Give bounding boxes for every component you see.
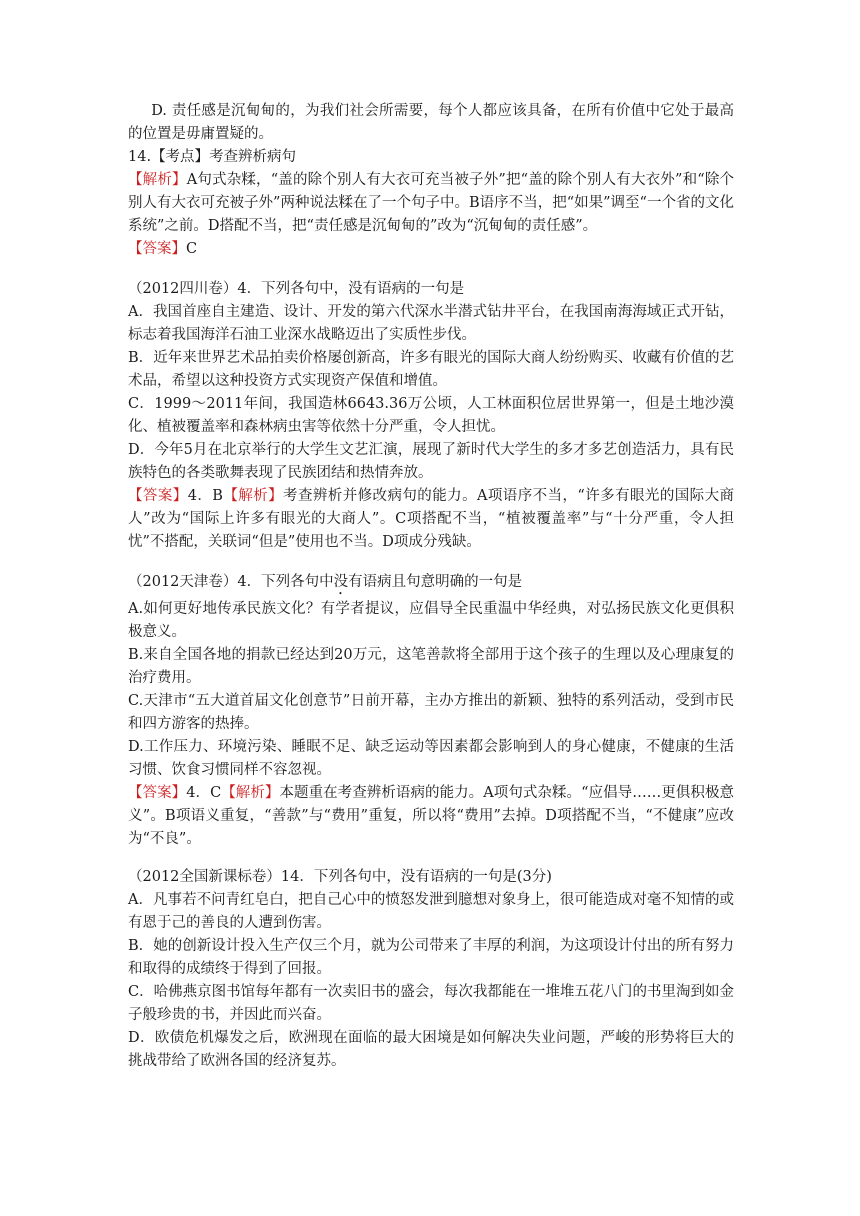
- jiexi-tag: 【解析】: [128, 172, 187, 188]
- stem-emphasis: 没: [333, 574, 349, 590]
- answer-tag: 【答案】: [128, 785, 187, 801]
- answer-tag: 【答案】: [128, 488, 188, 504]
- kaodian-tag: 【考点】: [151, 149, 210, 165]
- q14-jiexi: [128, 169, 734, 238]
- sichuan-answer-analysis: [128, 485, 734, 554]
- xinkebiao-option-b: B．她的创新设计投入生产仅三个月，就为公司带来了丰厚的利润，为这项设计付出的所有努力和取得的成绩终于得到了回报。: [128, 938, 734, 977]
- jiexi-text: A句式杂糅，“盖的除个别人有大衣可充当被子外”把“盖的除个别人有大衣外”和“除个别人有大衣可充被子外”两种说法糅在了一个句子中。B语序不当，把“如果”调至“一个省的文化系统”之前。D搭配不当，把“责任感是沉甸甸的”改为“沉甸甸的责任感”。: [128, 172, 734, 234]
- q14-number: 14.: [128, 149, 152, 165]
- kaodian-text: 考查辨析病句: [209, 149, 297, 165]
- jiexi-tag: 【解析】: [221, 785, 280, 801]
- tianjin-option-c: C.天津市“五大道首届文化创意节”日前开幕，主办方推出的新颖、独特的系列活动，受到市民和四方游客的热捧。: [128, 693, 734, 732]
- answer-text: C: [186, 241, 198, 257]
- q14-answer: [128, 238, 734, 261]
- stem-after: 有语病且句意明确的一句是: [348, 574, 523, 590]
- answer-number: 4．B: [187, 488, 223, 504]
- xinkebiao-option-a: A．凡事若不问青红皂白，把自己心中的愤怒发泄到臆想对象身上，很可能造成对毫不知情的或有恩于己的善良的人遭到伤害。: [128, 892, 734, 931]
- tianjin-stem: [128, 571, 734, 598]
- jiexi-text: 本题重在考查辨析语病的能力。A项句式杂糅。“应倡导……更俱积极意义”。B项语义重复，“善款”与“费用”重复，所以将“费用”去掉。D项搭配不当，“不健康”应改为“不良”。: [128, 785, 735, 847]
- tianjin-option-b: B.来自全国各地的捐款已经达到20万元，这笔善款将全部用于这个孩子的生理以及心理康复的治疗费用。: [128, 647, 734, 686]
- sichuan-option-a: A．我国首座自主建造、设计、开发的第六代深水半潜式钻井平台，在我国南海海域正式开钻，标志着我国海洋石油工业深水战略迈出了实质性步伐。: [128, 304, 734, 343]
- xinkebiao-option-c: C．哈佛燕京图书馆每年都有一次卖旧书的盛会，每次我都能在一堆堆五花八门的书里淘到如金子般珍贵的书，并因此而兴奋。: [128, 984, 734, 1023]
- xinkebiao-stem: （2012全国新课标卷）14．下列各句中，没有语病的一句是(3分): [128, 869, 552, 885]
- xinkebiao-option-d: D．欧债危机爆发之后，欧洲现在面临的最大困境是如何解决失业问题，严峻的形势将巨大的挑战带给了欧洲各国的经济复苏。: [128, 1030, 734, 1069]
- answer-number: 4．C: [186, 785, 222, 801]
- jiexi-text: 考查辨析并修改病句的能力。A项语序不当，“许多有眼光的国际大商人”改为“国际上许多有眼光的大商人”。C项搭配不当，“植被覆盖率”与“十分严重，令人担忧”不搭配，关联词“但是”使用也不当。D项成分残缺。: [128, 488, 735, 550]
- tianjin-answer-analysis: [128, 782, 734, 851]
- q14-option-d: D. 责任感是沉甸甸的，为我们社会所需要，每个人都应该具备，在所有价值中它处于最高的位置是毋庸置疑的。: [128, 103, 734, 142]
- stem-before: （2012天津卷）4．下列各句中: [128, 574, 334, 590]
- tianjin-option-a: A.如何更好地传承民族文化？有学者提议，应倡导全民重温中华经典，对弘扬民族文化更俱积极意义。: [128, 601, 734, 640]
- jiexi-tag: 【解析】: [222, 488, 284, 504]
- answer-tag: 【答案】: [128, 241, 186, 257]
- q14-kaodian: [128, 146, 734, 169]
- sichuan-option-c: C．1999～2011年间，我国造林6643.36万公顷，人工林面积位居世界第一，但是土地沙漠化、植被覆盖率和森林病虫害等依然十分严重，令人担忧。: [128, 396, 734, 435]
- tianjin-option-d: D.工作压力、环境污染、睡眠不足、缺乏运动等因素都会影响到人的身心健康，不健康的生活习惯、饮食习惯同样不容忽视。: [128, 739, 734, 778]
- sichuan-stem: （2012四川卷）4．下列各句中，没有语病的一句是: [128, 281, 465, 297]
- document-page: [128, 100, 734, 1073]
- sichuan-option-d: D．今年5月在北京举行的大学生文艺汇演，展现了新时代大学生的多才多艺创造活力，具有民族特色的各类歌舞表现了民族团结和热情奔放。: [128, 442, 734, 481]
- sichuan-option-b: B．近年来世界艺术品拍卖价格屡创新高，许多有眼光的国际大商人纷纷购买、收藏有价值的艺术品，希望以这种投资方式实现资产保值和增值。: [128, 350, 734, 389]
